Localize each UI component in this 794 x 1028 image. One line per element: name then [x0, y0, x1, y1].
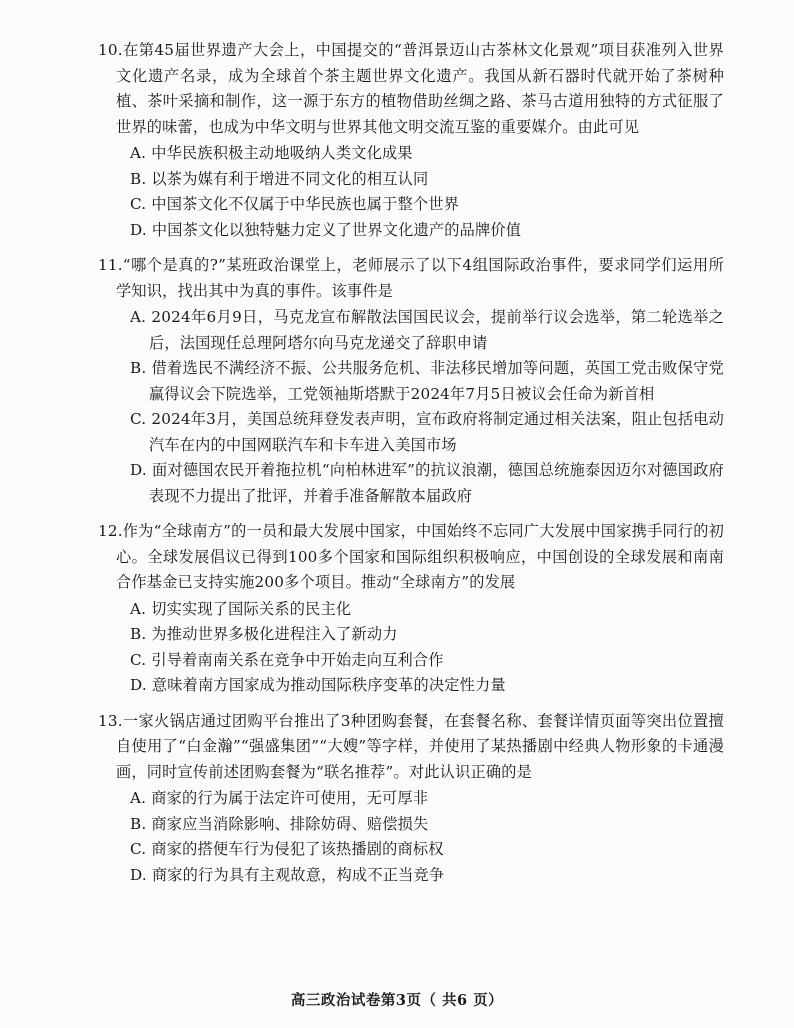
- option-d: D. 中国茶文化以独特魅力定义了世界文化遗产的品牌价值: [130, 220, 522, 239]
- option-c: C. 中国茶文化不仅属于中华民族也属于整个世界: [130, 195, 460, 213]
- option-b: B. 为推动世界多极化进程注入了新动力: [130, 625, 398, 643]
- option-d: D. 商家的行为具有主观故意，构成不正当竞争: [130, 865, 445, 884]
- option-b: B. 借着选民不满经济不振、公共服务危机、非法移民增加等问题，英国工党击败保守党赢得议会下院选举，工党领袖斯塔默于2024年7月5日被议会任命为新首相: [130, 359, 724, 403]
- question-list: [98, 38, 724, 898]
- question-text: 一家火锅店通过团购平台推出了3种团购套餐，在套餐名称、套餐详情页面等突出位置擅自使用了“白金瀚”“强盛集团”“大嫂”等字样，并使用了某热播剧中经典人物形象的卡通漫画，同时宣传前述团购套餐为“联名推荐”。对此认识正确的是: [116, 711, 724, 781]
- option-c: C. 引导着南南关系在竞争中开始走向互利合作: [130, 650, 444, 669]
- option-a: A. 中华民族积极主动地吸纳人类文化成果: [130, 144, 413, 162]
- question-stem: [98, 38, 724, 140]
- question-number: 13.: [98, 711, 123, 730]
- option-d: D. 面对德国农民开着拖拉机“向柏林进军”的抗议浪潮，德国总统施泰因迈尔对德国政府表现不力提出了批评，并着手准备解散本届政府: [130, 461, 724, 505]
- question-text: 作为“全球南方”的一员和最大发展中国家，中国始终不忘同广大发展中国家携手同行的初心。全球发展倡议已得到100多个国家和国际组织积极响应，中国创设的全球发展和南南合作基金已支持实施200多个项目。推动“全球南方”的发展: [116, 522, 724, 591]
- question-number: 12.: [98, 522, 123, 540]
- option-a: A. 切实实现了国际关系的民主化: [130, 599, 352, 618]
- option-c: C. 2024年3月，美国总统拜登发表声明，宣布政府将制定通过相关法案，阻止包括电动汽车在内的中国网联汽车和卡车进入美国市场: [130, 410, 724, 454]
- question-stem: [98, 253, 724, 304]
- question-11: [98, 253, 724, 509]
- question-10: [98, 38, 724, 243]
- question-number: 11.: [98, 256, 123, 274]
- option-c: C. 商家的搭便车行为侵犯了该热播剧的商标权: [130, 840, 444, 858]
- question-stem: [98, 519, 724, 596]
- question-number: 10.: [98, 41, 123, 59]
- page-footer: 高三政治试卷第3页（ 共6 页）: [290, 992, 504, 1009]
- option-a: A. 商家的行为属于法定许可使用，无可厚非: [130, 789, 429, 807]
- question-stem: [98, 709, 724, 786]
- question-text: “哪个是真的?”某班政治课堂上，老师展示了以下4组国际政治事件，要求同学们运用所学知识，找出其中为真的事件。该事件是: [116, 256, 724, 300]
- option-b: B. 商家应当消除影响、排除妨碍、赔偿损失: [130, 814, 429, 833]
- question-text: 在第45届世界遗产大会上，中国提交的“普洱景迈山古茶林文化景观”项目获准列入世界文化遗产名录，成为全球首个茶主题世界文化遗产。我国从新石器时代就开始了茶树种植、茶叶采摘和制作，这一源于东方的植物借助丝绸之路、茶马古道用独特的方式征服了世界的味蕾，也成为中华文明与世界其他文明交流互鉴的重要媒介。由此可见: [116, 41, 724, 136]
- question-13: [98, 709, 724, 889]
- option-b: B. 以茶为媒有利于增进不同文化的相互认同: [130, 169, 429, 188]
- option-d: D. 意味着南方国家成为推动国际秩序变革的决定性力量: [130, 676, 506, 694]
- question-12: [98, 519, 724, 699]
- option-a: A. 2024年6月9日，马克龙宣布解散法国国民议会，提前举行议会选举，第二轮选举之后，法国现任总理阿塔尔向马克龙递交了辞职申请: [130, 308, 724, 352]
